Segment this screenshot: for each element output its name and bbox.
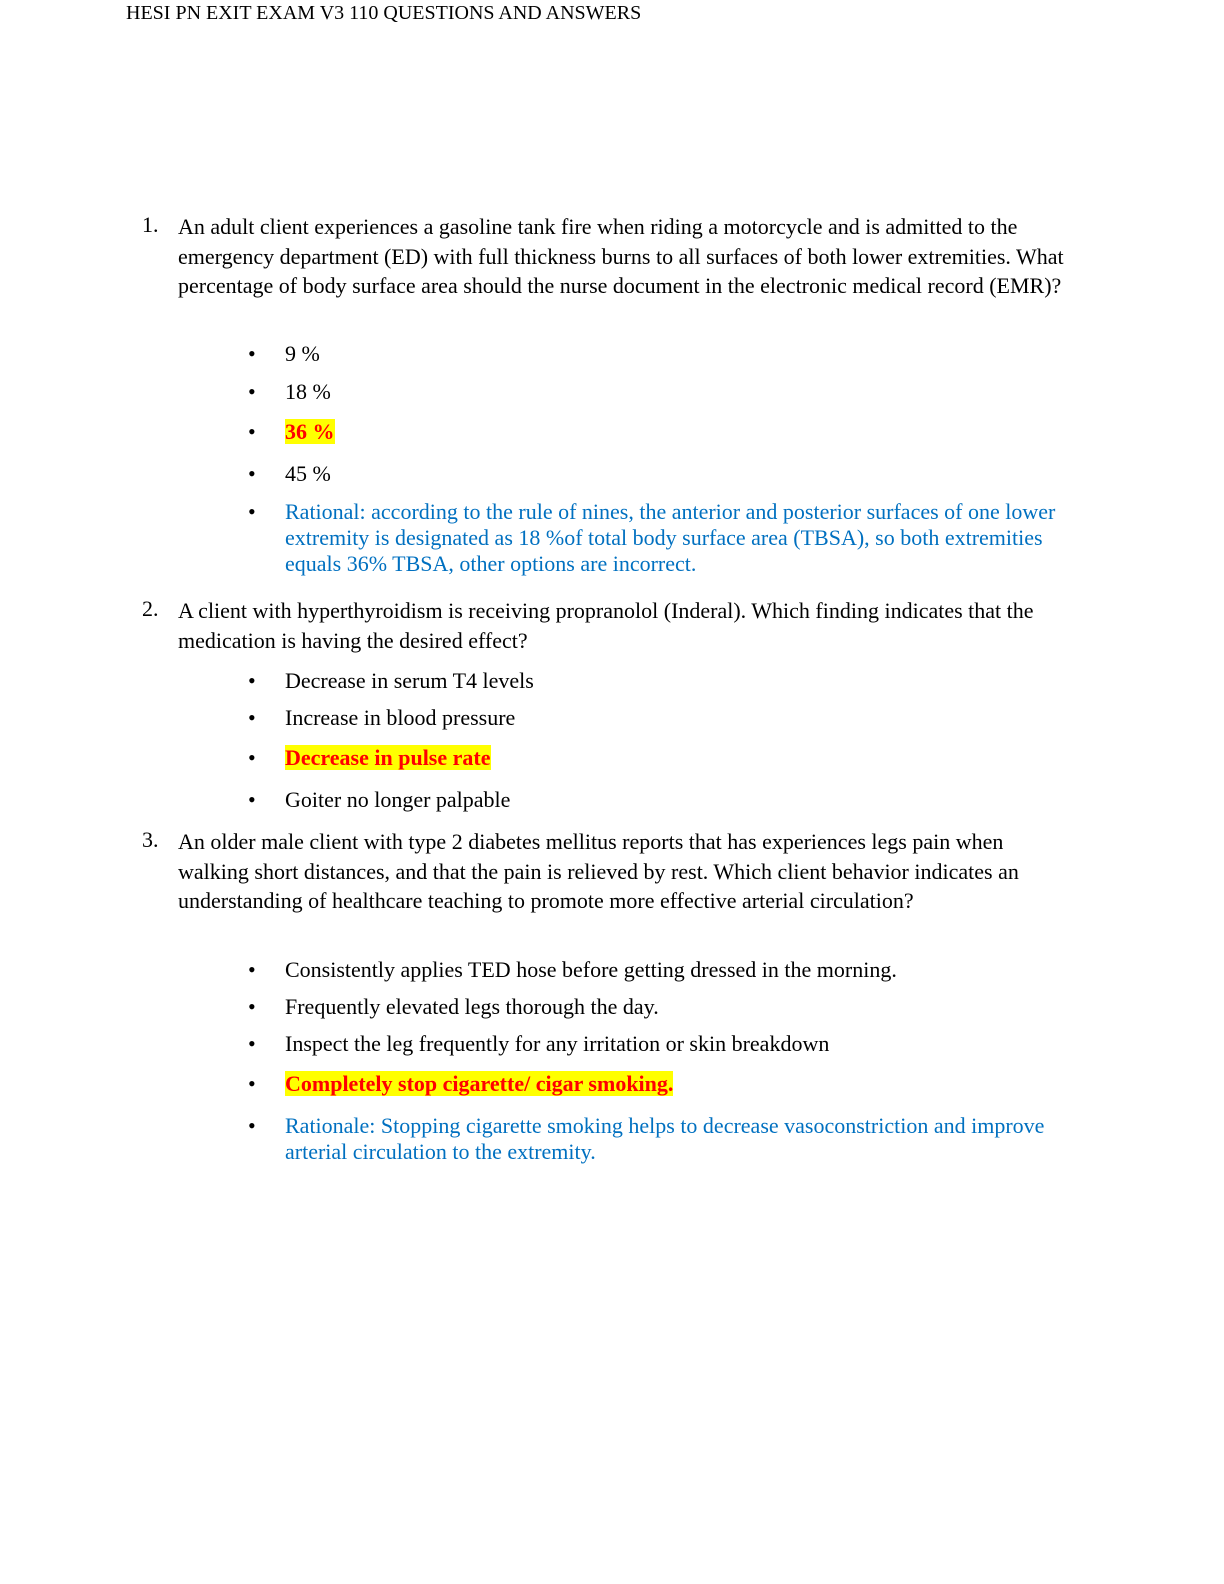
bullet-icon: • (248, 668, 256, 693)
option-correct (248, 419, 1068, 445)
rationale-text: Rationale: Stopping cigarette smoking helps to decrease vasoconstriction and improve arterial circulation to the extremity. (285, 1113, 1045, 1164)
option (248, 379, 1068, 405)
question-number: 3. (142, 827, 159, 852)
correct-answer-text: Completely stop cigarette/ cigar smoking. (285, 1071, 674, 1096)
question-text: An older male client with type 2 diabetes mellitus reports that has experiences legs pain when walking short distances, and that the pain is relieved by rest. Which client behavior indicates an understanding of healthcare teaching to promote more effective arterial circulation? (178, 829, 1019, 913)
option-text: 9 % (285, 341, 320, 366)
option (248, 461, 1068, 487)
rationale-text: Rational: according to the rule of nines, the anterior and posterior surfaces of one lower extremity is designated as 18 %of total body surface area (TBSA), so both extremities equals 36% TBSA, other options are incorrect. (285, 499, 1056, 576)
option-text: Consistently applies TED hose before getting dressed in the morning. (285, 957, 897, 982)
option-text: Decrease in serum T4 levels (285, 668, 534, 693)
bullet-icon: • (248, 1071, 256, 1096)
option (248, 994, 1068, 1020)
option-text: Increase in blood pressure (285, 705, 516, 730)
question-1 (142, 212, 1072, 301)
option-correct (248, 1071, 1068, 1097)
option-text: Frequently elevated legs thorough the day. (285, 994, 659, 1019)
bullet-icon: • (248, 787, 256, 812)
bullet-icon: • (248, 341, 256, 366)
bullet-icon: • (248, 957, 256, 982)
bullet-icon: • (248, 1031, 256, 1056)
option (248, 668, 1068, 694)
option-text: 18 % (285, 379, 331, 404)
option-correct (248, 745, 1068, 771)
correct-answer-text: 36 % (285, 419, 335, 444)
question-text: An adult client experiences a gasoline tank fire when riding a motorcycle and is admitted to the emergency department (ED) with full thickness burns to all surfaces of both lower extremities. What percentage of body surface area should the nurse document in the electronic medical record (EMR)? (178, 214, 1064, 298)
option (248, 341, 1068, 367)
option (248, 957, 1068, 983)
rationale (248, 499, 1068, 577)
option-text: Inspect the leg frequently for any irritation or skin breakdown (285, 1031, 830, 1056)
bullet-icon: • (248, 419, 256, 444)
page-header: HESI PN EXIT EXAM V3 110 QUESTIONS AND ANSWERS (126, 2, 642, 24)
bullet-icon: • (248, 461, 256, 486)
bullet-icon: • (248, 705, 256, 730)
bullet-icon: • (248, 499, 256, 524)
question-text: A client with hyperthyroidism is receiving propranolol (Inderal). Which finding indicates that the medication is having the desired effect? (178, 598, 1034, 653)
option-text: 45 % (285, 461, 331, 486)
bullet-icon: • (248, 745, 256, 770)
option (248, 705, 1068, 731)
option (248, 1031, 1068, 1057)
option (248, 787, 1068, 813)
question-number: 1. (142, 212, 159, 237)
question-2 (142, 596, 1072, 655)
correct-answer-text: Decrease in pulse rate (285, 745, 491, 770)
question-3 (142, 827, 1072, 916)
bullet-icon: • (248, 994, 256, 1019)
bullet-icon: • (248, 1113, 256, 1138)
option-text: Goiter no longer palpable (285, 787, 511, 812)
question-number: 2. (142, 596, 159, 621)
rationale (248, 1113, 1068, 1165)
bullet-icon: • (248, 379, 256, 404)
